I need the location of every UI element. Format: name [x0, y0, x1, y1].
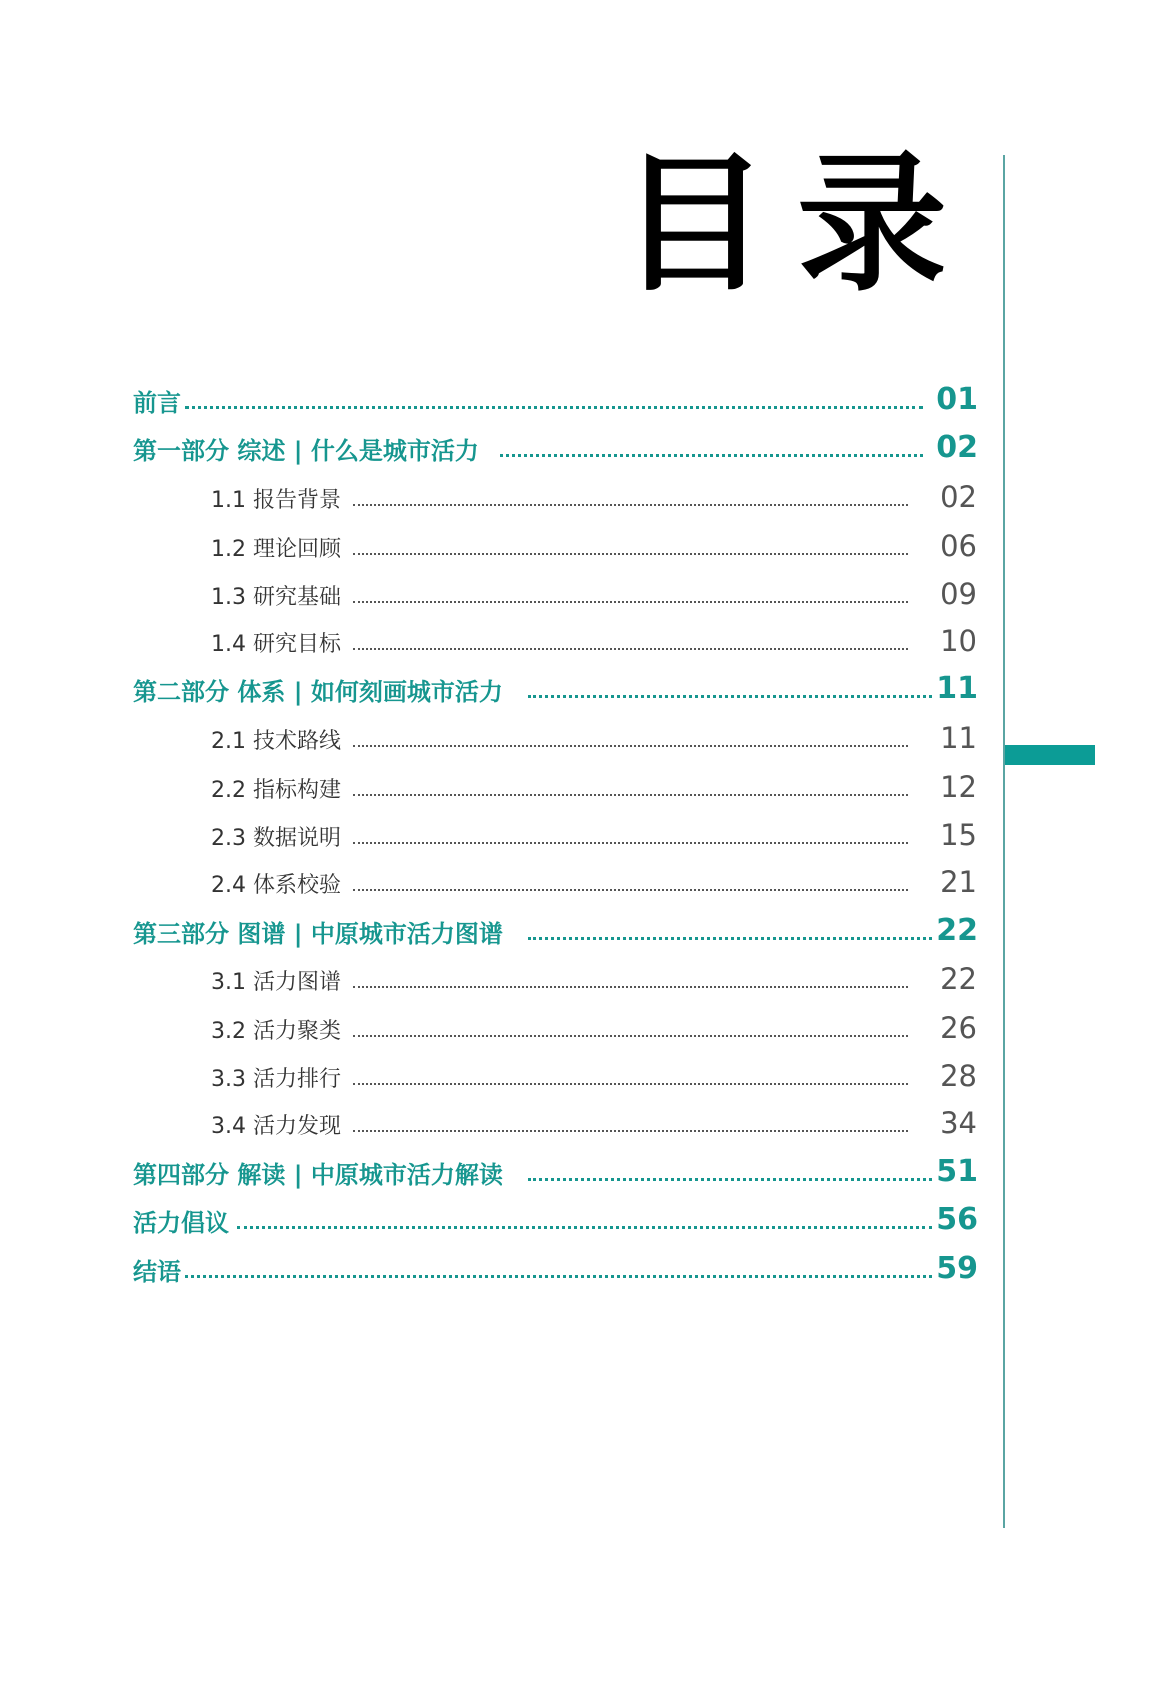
toc-entry-2-4[interactable]: [0, 857, 977, 901]
dot-leader: [237, 1226, 932, 1229]
dot-leader: [353, 504, 908, 506]
toc-entry-page: 28: [940, 1059, 977, 1093]
toc-entry-preface[interactable]: [0, 375, 978, 419]
dot-leader: [528, 695, 932, 698]
dot-leader: [353, 1035, 908, 1037]
toc-entry-label: 1.1 报告背景: [211, 488, 341, 513]
toc-entry-page: 34: [940, 1106, 977, 1140]
dot-leader: [353, 1130, 908, 1132]
toc-entry-page: 02: [940, 480, 977, 514]
toc-entry-1-2[interactable]: [0, 521, 977, 565]
dot-leader: [500, 454, 923, 457]
toc-entry-page: 12: [940, 770, 977, 804]
toc-entry-label: 第一部分 综述 | 什么是城市活力: [133, 437, 479, 465]
toc-entry-label: 2.3 数据说明: [211, 826, 341, 851]
dot-leader: [353, 842, 908, 844]
dot-leader: [353, 553, 908, 555]
toc-entry-1-3[interactable]: [0, 569, 977, 613]
toc-entry-label: 3.1 活力图谱: [211, 970, 341, 995]
dot-leader: [353, 794, 908, 796]
toc-entry-2-3[interactable]: [0, 810, 977, 854]
toc-entry-page: 51: [936, 1154, 978, 1189]
toc-entry-page: 06: [940, 529, 977, 563]
toc-entry-page: 02: [936, 430, 978, 465]
toc-entry-label: 1.3 研究基础: [211, 585, 341, 610]
toc-entry-3-3[interactable]: [0, 1051, 977, 1095]
page-title: 目录: [618, 138, 975, 312]
toc-entry-page: 15: [940, 818, 977, 852]
dot-leader: [353, 889, 908, 891]
toc-entry-part-1[interactable]: [0, 423, 978, 467]
toc-entry-label: 3.3 活力排行: [211, 1067, 341, 1092]
dot-leader: [353, 745, 908, 747]
toc-entry-label: 结语: [133, 1258, 181, 1286]
dot-leader: [353, 601, 908, 603]
toc-entry-label: 3.4 活力发现: [211, 1114, 341, 1139]
toc-entry-page: 59: [936, 1251, 978, 1286]
toc-entry-label: 3.2 活力聚类: [211, 1019, 341, 1044]
toc-entry-conclusion[interactable]: [0, 1244, 978, 1288]
toc-entry-2-1[interactable]: [0, 713, 977, 757]
toc-entry-part-2[interactable]: [0, 664, 978, 708]
vertical-divider: [1003, 155, 1005, 1528]
toc-entry-label: 活力倡议: [133, 1209, 229, 1237]
dot-leader: [528, 937, 932, 940]
toc-entry-page: 21: [940, 865, 977, 899]
toc-entry-3-1[interactable]: [0, 954, 977, 998]
toc-entry-vitality-proposal[interactable]: [0, 1195, 978, 1239]
dot-leader: [353, 986, 908, 988]
toc-entry-part-3[interactable]: [0, 906, 978, 950]
dot-leader: [185, 1275, 932, 1278]
toc-entry-3-2[interactable]: [0, 1003, 977, 1047]
toc-entry-page: 11: [936, 671, 978, 706]
toc-entry-3-4[interactable]: [0, 1098, 977, 1142]
toc-entry-1-1[interactable]: [0, 472, 977, 516]
toc-entry-label: 2.4 体系校验: [211, 873, 341, 898]
toc-entry-page: 22: [936, 913, 978, 948]
toc-entry-page: 11: [940, 721, 977, 755]
toc-entry-page: 26: [940, 1011, 977, 1045]
toc-entry-page: 22: [940, 962, 977, 996]
toc-entry-page: 01: [936, 382, 978, 417]
toc-entry-page: 09: [940, 577, 977, 611]
section-tab-marker: [1005, 745, 1095, 765]
dot-leader: [185, 406, 923, 409]
toc-entry-label: 1.4 研究目标: [211, 632, 341, 657]
toc-entry-label: 第三部分 图谱 | 中原城市活力图谱: [133, 920, 503, 948]
dot-leader: [353, 1083, 908, 1085]
toc-entry-1-4[interactable]: [0, 616, 977, 660]
toc-entry-label: 2.1 技术路线: [211, 729, 341, 754]
dot-leader: [353, 648, 908, 650]
toc-entry-2-2[interactable]: [0, 762, 977, 806]
toc-entry-part-4[interactable]: [0, 1147, 978, 1191]
toc-entry-label: 前言: [133, 389, 181, 417]
toc-entry-page: 10: [940, 624, 977, 658]
toc-entry-label: 第四部分 解读 | 中原城市活力解读: [133, 1161, 503, 1189]
toc-entry-label: 2.2 指标构建: [211, 778, 341, 803]
dot-leader: [528, 1178, 932, 1181]
toc-entry-label: 第二部分 体系 | 如何刻画城市活力: [133, 678, 503, 706]
toc-entry-page: 56: [936, 1202, 978, 1237]
toc-entry-label: 1.2 理论回顾: [211, 537, 341, 562]
